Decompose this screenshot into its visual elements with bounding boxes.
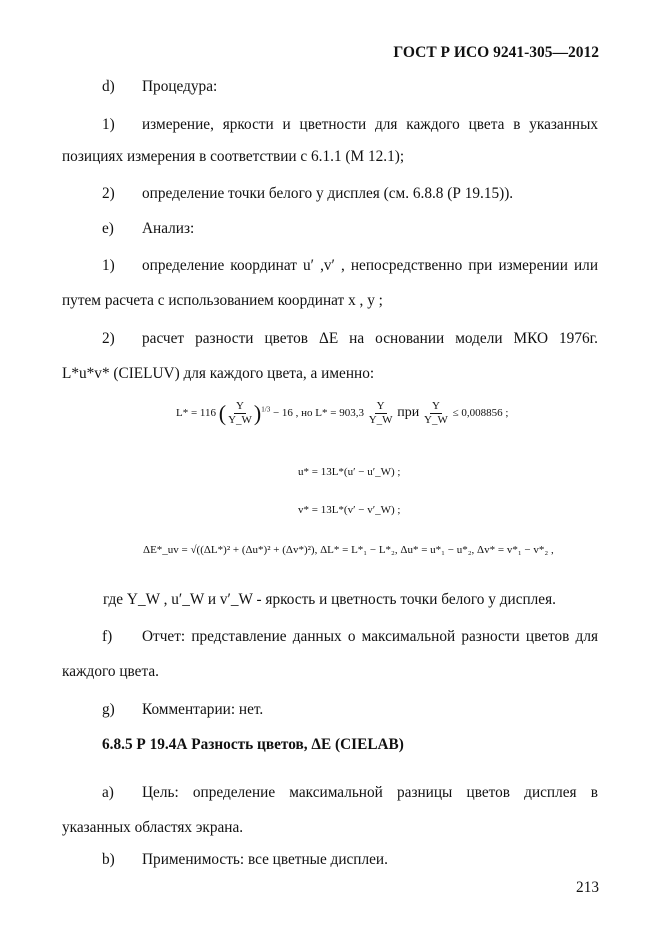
frac-den-yw-2: Y_W bbox=[368, 413, 393, 426]
item-e2-line2: L*u*v* (CIELUV) для каждого цвета, а именно: bbox=[62, 365, 375, 382]
item-e2-line1: расчет разности цветов ΔE на основании модели МКО 1976г. bbox=[142, 330, 598, 347]
item-e-text: Анализ: bbox=[142, 220, 195, 237]
formula-lightness: L* = 116 ( $\frac{Y}{Y\_W}$ )$^{1/3}$ − 16 , но L* = 903,3 $\frac{Y}{Y\_W}$ при $\frac{Y}{Y\_W}$ ≤ 0,008856 ; bbox=[176, 400, 509, 426]
frac-den-yw-3: Y_W bbox=[424, 413, 448, 426]
formula-lightness-lhs: L* = 116 bbox=[176, 407, 217, 420]
item-e-label: e) bbox=[102, 220, 114, 237]
item-e1-label: 1) bbox=[102, 257, 115, 274]
formula-delta-e: ΔE*_uv = √((ΔL*)² + (Δu*)² + (Δv*)²), ΔL* = L*₁ − L*₂, Δu* = u*₁ − u*₂, Δv* = v*₁ − v*₂ , bbox=[143, 544, 554, 556]
item-a-line2: указанных областях экрана. bbox=[62, 819, 244, 836]
item-f-line2: каждого цвета. bbox=[62, 663, 159, 680]
formula-lightness-end: ≤ 0,008856 ; bbox=[452, 407, 509, 420]
item-a-label: a) bbox=[102, 784, 114, 801]
item-a-line1: Цель: определение максимальной разницы цветов дисплея в bbox=[142, 784, 598, 801]
item-g-label: g) bbox=[102, 701, 115, 718]
frac-num-y-2: Y bbox=[376, 400, 385, 412]
item-d-text: Процедура: bbox=[142, 78, 218, 95]
formula-pri: при bbox=[397, 405, 420, 421]
white-point-note: где Y_W , u′_W и v′_W - яркость и цветность точки белого у дисплея. bbox=[103, 591, 556, 608]
item-b-text: Применимость: все цветные дисплеи. bbox=[142, 851, 388, 868]
item-d2-label: 2) bbox=[102, 185, 115, 202]
item-d1-line2: позициях измерения в соответствии с 6.1.1 (М 12.1); bbox=[62, 148, 405, 165]
item-e1-line2: путем расчета с использованием координат x , y ; bbox=[62, 292, 383, 309]
item-d-label: d) bbox=[102, 78, 115, 95]
item-g-text: Комментарии: нет. bbox=[142, 701, 264, 718]
frac-den-yw: Y_W bbox=[228, 413, 252, 426]
item-b-label: b) bbox=[102, 851, 115, 868]
frac-num-y-3: Y bbox=[431, 400, 440, 412]
item-d1-line1: измерение, яркости и цветности для каждого цвета в указанных bbox=[142, 116, 598, 133]
document-header: ГОСТ Р ИСО 9241-305—2012 bbox=[393, 44, 599, 61]
formula-exponent: 1/3 bbox=[261, 405, 271, 414]
frac-num-y: Y bbox=[236, 400, 244, 412]
item-d2-text: определение точки белого у дисплея (см. 6.8.8 (Р 19.15)). bbox=[142, 185, 514, 202]
item-d1-label: 1) bbox=[102, 116, 115, 133]
formula-v-star: v* = 13L*(v′ − v′_W) ; bbox=[298, 504, 401, 516]
item-f-line1: Отчет: представление данных о максимальной разности цветов для bbox=[142, 628, 598, 645]
item-e2-label: 2) bbox=[102, 330, 115, 347]
page-number: 213 bbox=[576, 879, 599, 896]
item-f-label: f) bbox=[102, 628, 113, 645]
formula-u-star: u* = 13L*(u′ − u′_W) ; bbox=[298, 466, 401, 478]
section-heading: 6.8.5 Р 19.4А Разность цветов, ΔE (CIELAB) bbox=[102, 736, 404, 753]
item-e1-line1: определение координат u′ ,v′ , непосредственно при измерении или bbox=[142, 257, 598, 274]
formula-lightness-mid: − 16 , но L* = 903,3 bbox=[272, 407, 364, 420]
